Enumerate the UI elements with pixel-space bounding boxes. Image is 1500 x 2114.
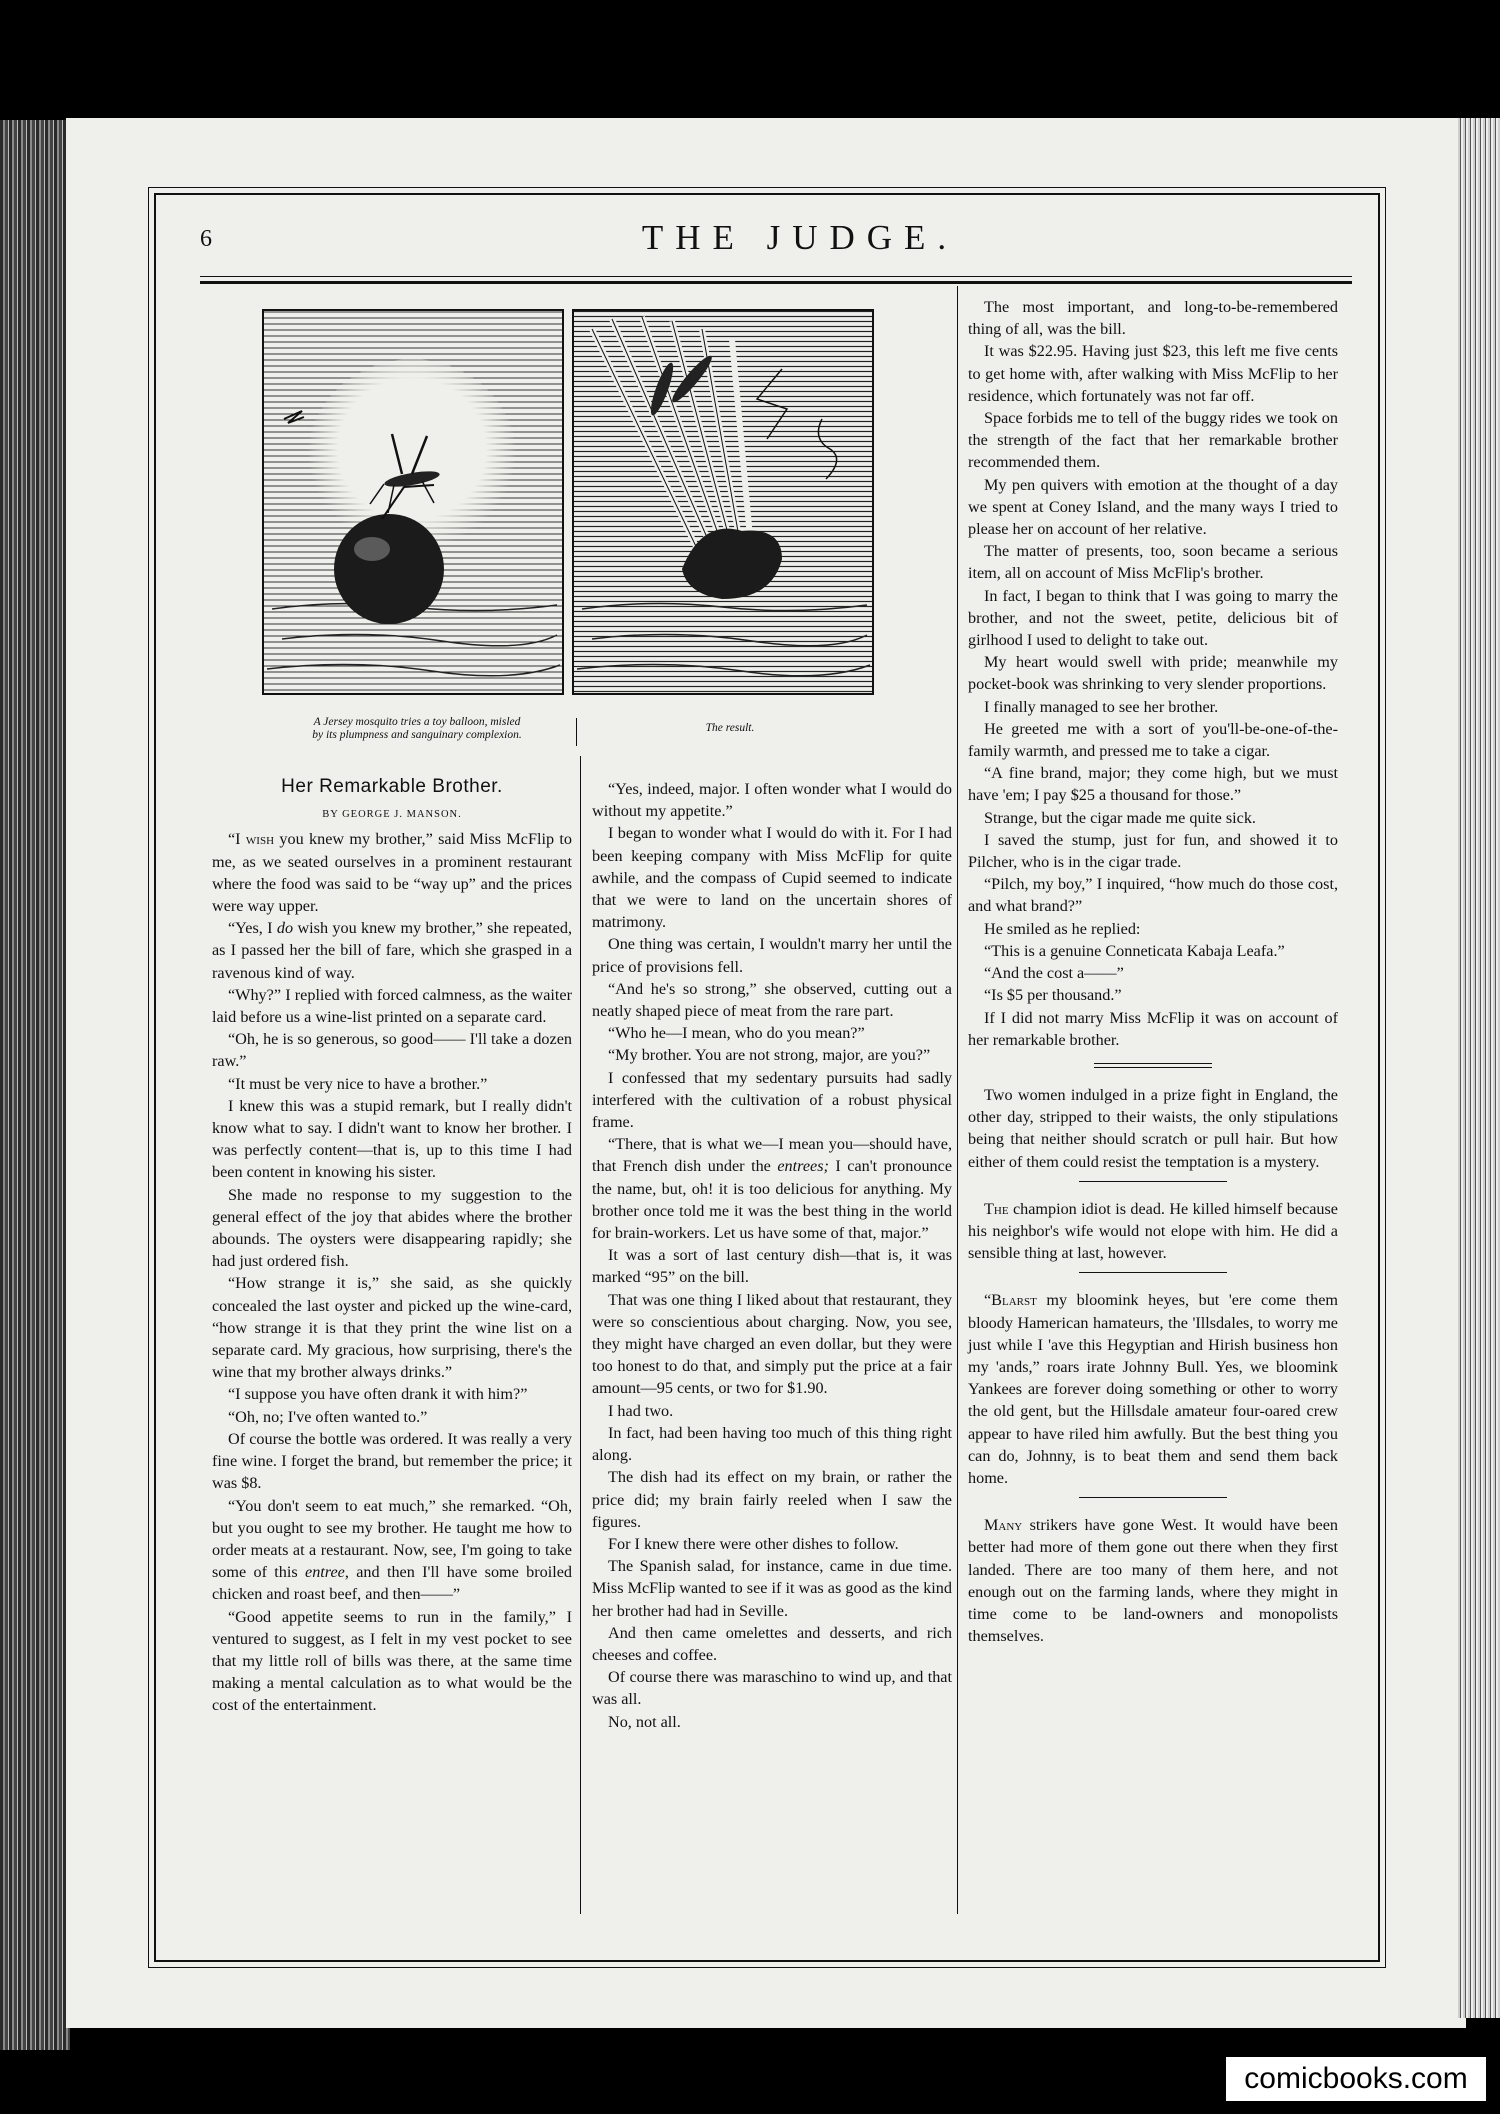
paragraph: “How strange it is,” she said, as she quickly concealed the last oyster and picked up the wine-card, “how strange it is that they print the wine list on a separate card. My gracious, how surprising, there's the wine that my brother always drinks.” xyxy=(212,1274,572,1382)
paragraph: “Why?” I replied with forced calmness, as the waiter laid before us a wine-list printed on a separate card. xyxy=(212,985,572,1027)
paragraph: The most important, and long-to-be-remembered thing of all, was the bill. xyxy=(968,298,1338,339)
separator xyxy=(1079,1272,1227,1283)
separator xyxy=(1079,1497,1227,1508)
paragraph-women: Two women indulged in a prize fight in England, the other day, stripped to their waists, the only stipulations being that neither should scratch or pull hair. But how either of them could resist the temptation is a mystery. xyxy=(968,1085,1338,1171)
column-rule-2 xyxy=(957,286,958,1914)
paragraph: “This is a genuine Conneticata Kabaja Leafa.” xyxy=(984,941,1285,960)
paragraph: The dish had its effect on my brain, or rather the price did; my brain fairly reeled when I saw the figures. xyxy=(592,1468,952,1531)
article-byline: BY GEORGE J. MANSON. xyxy=(322,809,462,821)
paragraph: “It must be very nice to have a brother.” xyxy=(228,1074,488,1093)
caption-divider xyxy=(576,718,577,746)
page-number: 6 xyxy=(200,226,212,252)
paragraph: “There, that is what we—I mean you—should have, that French dish under the entrees; I can't pronounce the name, but, oh! it is too delicious for anything. My brother once told me it was the best thing in the world for brain-workers. Let us have some of that, major.” xyxy=(592,1135,953,1243)
paragraph: “Oh, he is so generous, so good—— I'll take a dozen raw.” xyxy=(212,1030,572,1071)
mosquito-balloon-illustration xyxy=(262,309,874,695)
column-rule-1 xyxy=(580,756,581,1914)
paragraph: The Spanish salad, for instance, came in due time. Miss McFlip wanted to see if it was as good as the kind her brother had had in Seville. xyxy=(592,1557,952,1620)
paragraph: That was one thing I liked about that restaurant, they were so conscientious about charging. Now, you see, they might have charged an even dollar, but they were too honest to do that, and simply put the price at a fair amount—95 cents, or two for $1.90. xyxy=(592,1290,952,1398)
paragraph: For I knew there were other dishes to follow. xyxy=(608,1534,899,1553)
paragraph: One thing was certain, I wouldn't marry her until the price of provisions fell. xyxy=(592,935,952,976)
article-title: Her Remarkable Brother. xyxy=(281,776,503,797)
masthead: THE JUDGE. xyxy=(641,218,959,257)
paragraph: If I did not marry Miss McFlip it was on account of her remarkable brother. xyxy=(968,1008,1338,1049)
caption-left xyxy=(262,716,572,742)
caption-left-line1: A Jersey mosquito tries a toy balloon, misled xyxy=(313,716,521,728)
paragraph: “I wish you knew my brother,” said Miss McFlip to me, as we seated ourselves in a prominent restaurant where the food was said to be “way up” and the prices were way upper. xyxy=(212,830,572,916)
paragraph: “Who he—I mean, who do you mean?” xyxy=(608,1024,865,1043)
paragraph-idiot: The champion idiot is dead. He killed himself because his neighbor's wife would not elope with him. He did a sensible thing at last, however. xyxy=(968,1199,1338,1263)
paragraph-strikers: Many strikers have gone West. It would have been better had more of them gone out there when they first landed. There are too many of them here, and not enough out on the farming lands, where they might in time come to be land-owners and monopolists themselves. xyxy=(968,1516,1338,1646)
paragraph: “And he's so strong,” she observed, cutting out a neatly shaped piece of meat from the rare part. xyxy=(592,979,952,1021)
caption-left-line2: by its plumpness and sanguinary complexion. xyxy=(312,729,522,741)
paragraph: I knew this was a stupid remark, but I really didn't know what to say. I didn't want to know her brother. I was perfectly content—that is, up to this time I had been content in knowing his sister. xyxy=(212,1096,572,1182)
paragraph: It was a sort of last century dish—that is, it was marked “95” on the bill. xyxy=(592,1246,952,1287)
paragraph: The matter of presents, too, soon became a serious item, all on account of Miss McFlip's brother. xyxy=(968,542,1338,583)
paragraph: In fact, had been having too much of this thing right along. xyxy=(592,1423,952,1465)
book-spine xyxy=(0,120,70,2050)
paragraph: “My brother. You are not strong, major, are you?” xyxy=(608,1046,931,1065)
paragraph: Strange, but the cigar made me quite sick. xyxy=(984,808,1256,827)
paragraph: “Yes, I do wish you knew my brother,” she repeated, as I passed her the bill of fare, which she grasped in a ravenous kind of way. xyxy=(212,919,572,982)
paragraph: He greeted me with a sort of you'll-be-one-of-the-family warmth, and pressed me to take a cigar. xyxy=(968,719,1338,761)
paragraph: Of course there was maraschino to wind up, and that was all. xyxy=(592,1668,952,1709)
paragraph: He smiled as he replied: xyxy=(984,919,1141,938)
paragraph: “And the cost a——” xyxy=(984,964,1124,983)
panel-left xyxy=(263,310,563,694)
article-column-1 xyxy=(212,776,572,1717)
paragraph: It was $22.95. Having just $23, this left me five cents to get home with, after walking with Miss McFlip to her residence, which fortunately was not far off. xyxy=(968,342,1338,405)
paragraph: My heart would swell with pride; meanwhile my pocket-book was shrinking to very slender proportions. xyxy=(968,653,1338,694)
paragraph: Space forbids me to tell of the buggy rides we took on the strength of the fact that her remarkable brother recommended them. xyxy=(968,409,1338,472)
paragraph: “I suppose you have often drank it with him?” xyxy=(228,1385,528,1404)
article-column-3 xyxy=(968,296,1338,1647)
paragraph: In fact, I began to think that I was going to marry the brother, and not the sweet, petite, delicious bit of girlhood I used to delight to take out. xyxy=(968,586,1338,650)
paragraph: “A fine brand, major; they come high, but we must have 'em; I pay $25 a thousand for those.” xyxy=(968,764,1338,805)
paragraph: “Oh, no; I've often wanted to.” xyxy=(228,1407,428,1426)
header-rule xyxy=(200,276,1352,277)
paragraph: “Good appetite seems to run in the family,” I ventured to suggest, as I felt in my vest pocket to see that my little roll of bills was there, at the same time making a mental calculation as to what would be the cost of the entertainment. xyxy=(212,1607,572,1715)
paragraph: “Yes, indeed, major. I often wonder what I would do without my appetite.” xyxy=(592,780,952,821)
paragraph: “Pilch, my boy,” I inquired, “how much do those cost, and what brand?” xyxy=(968,875,1338,916)
header-rule-thick xyxy=(200,281,1352,284)
double-separator xyxy=(1094,1063,1212,1068)
paragraph: My pen quivers with emotion at the thought of a day we spent at Coney Island, and the many ways I tried to please her on account of her relative. xyxy=(968,475,1338,539)
paragraph: Of course the bottle was ordered. It was really a very fine wine. I forget the brand, but remember the price; it was $8. xyxy=(212,1429,572,1493)
watermark: comicbooks.com xyxy=(1226,2057,1486,2101)
paragraph: I began to wonder what I would do with it. For I had been keeping company with Miss McFlip for quite awhile, and the compass of Cupid seemed to indicate that we were to land on the uncertain shores of matrimony. xyxy=(592,824,952,932)
paragraph: “Is $5 per thousand.” xyxy=(984,986,1122,1005)
paragraph: She made no response to my suggestion to the general effect of the joy that abides where the brother abounds. The oysters were disappearing rapidly; she had just ordered fish. xyxy=(212,1185,572,1271)
paragraph: “You don't seem to eat much,” she remarked. “Oh, but you ought to see my brother. He taught me how to order meats at a restaurant. Now, see, I'm going to take some of this entree, and then I'll have some broiled chicken and roast beef, and then——” xyxy=(212,1496,572,1604)
article-column-2 xyxy=(592,778,952,1733)
caption-right: The result. xyxy=(705,722,755,734)
paragraph: And then came omelettes and desserts, and rich cheeses and coffee. xyxy=(592,1623,952,1664)
paragraph: I finally managed to see her brother. xyxy=(984,697,1219,716)
paragraph: No, not all. xyxy=(608,1712,681,1731)
paragraph-blarst: “Blarst my bloomink heyes, but 'ere come them bloody Hamerican hamateurs, the 'Illsdales, to worry me just while I 'ave this Hegyptian and Hirish business hon my 'ands,” roars irate Johnny Bull. Yes, we bloomink Yankees are forever doing something or other to worry the old gent, but the Hillsdale amateur four-oared crew appear to have riled him awfully. But the best thing you can do, Johnny, is to beat them and send them back home. xyxy=(968,1291,1338,1487)
separator xyxy=(1079,1181,1227,1192)
page-edge xyxy=(1458,118,1500,2018)
panel-right xyxy=(573,310,873,694)
paragraph: I had two. xyxy=(608,1401,674,1420)
paragraph: I saved the stump, just for fun, and showed it to Pilcher, who is in the cigar trade. xyxy=(968,830,1338,872)
paragraph: I confessed that my sedentary pursuits had sadly interfered with the cultivation of a robust physical frame. xyxy=(592,1068,952,1132)
